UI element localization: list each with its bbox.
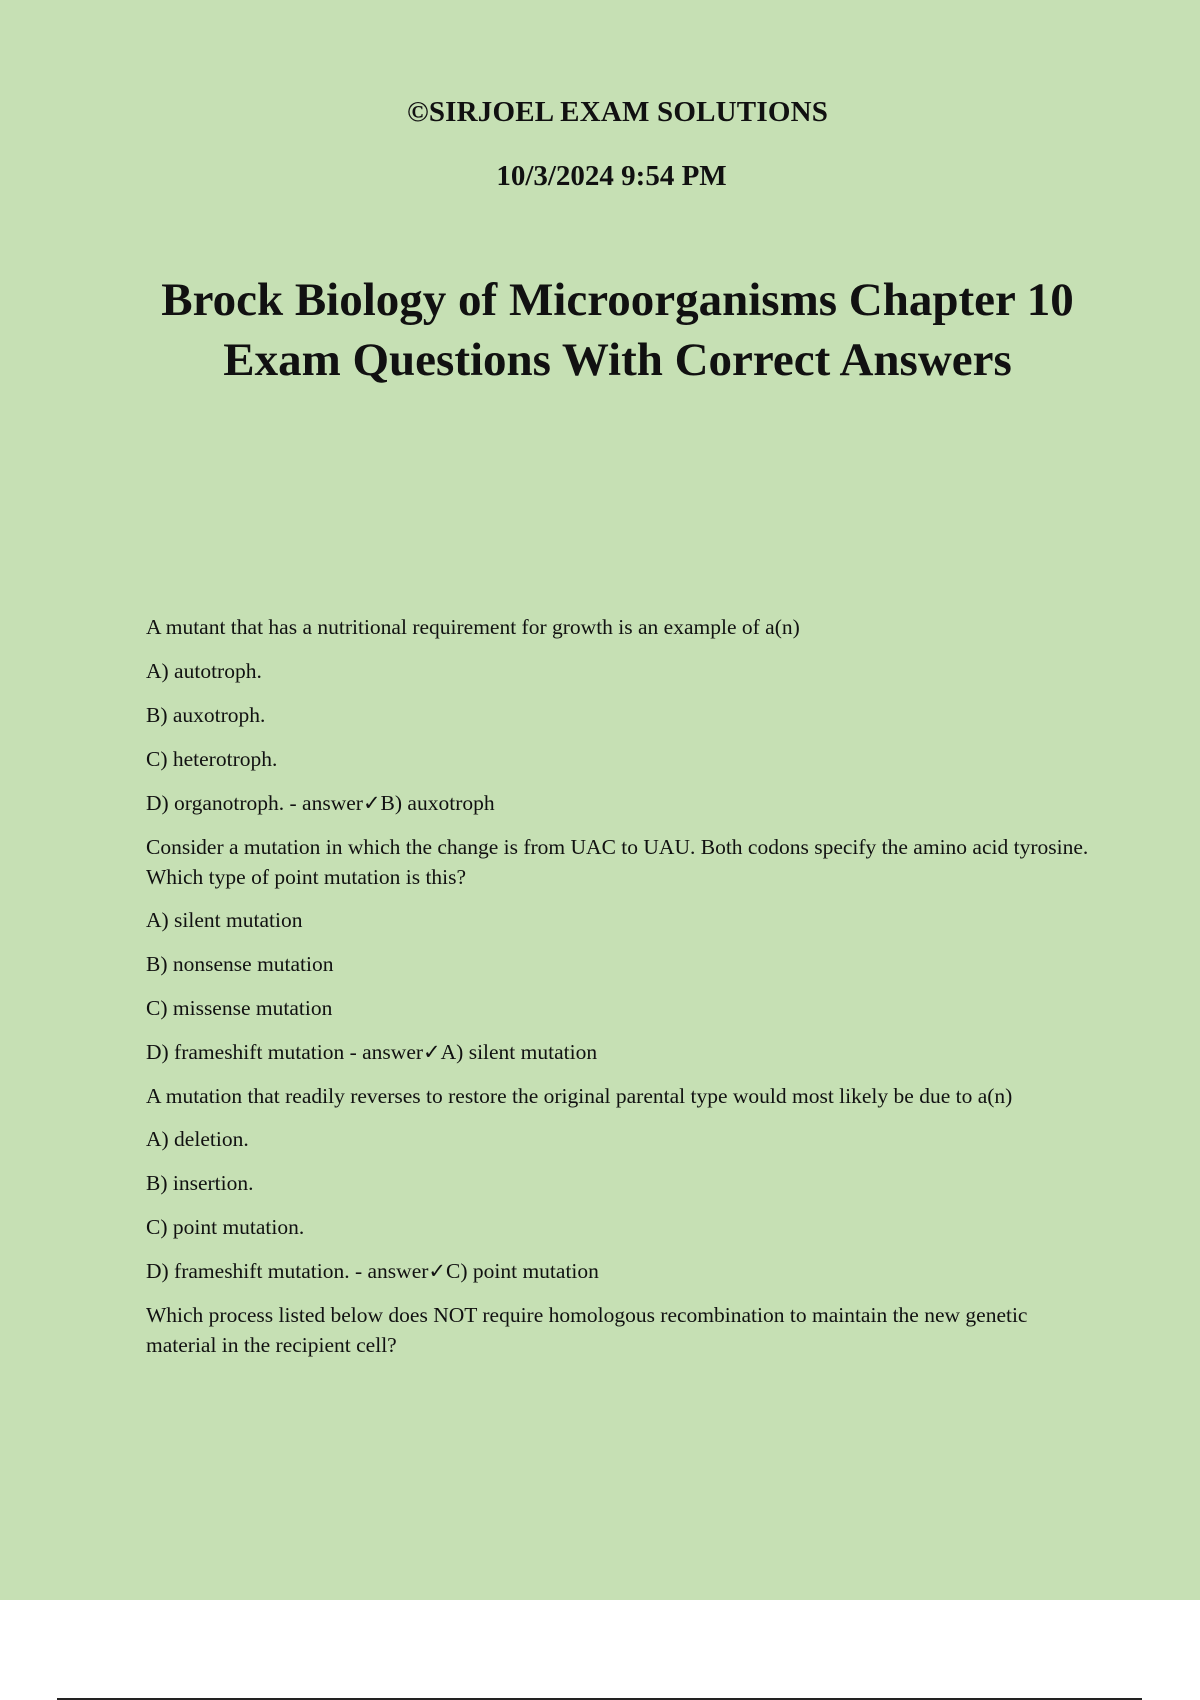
correct-answer: A) silent mutation (440, 1040, 598, 1064)
header-datetime: 10/3/2024 9:54 PM (496, 160, 727, 192)
checkmark-icon: ✓ (428, 1259, 447, 1283)
answer-option: A) silent mutation (146, 908, 303, 932)
question-list (146, 612, 1090, 1373)
checkmark-icon: ✓ (423, 1040, 441, 1064)
answer-option: D) organotroph. - answer (146, 791, 363, 815)
answer-option: C) missense mutation (146, 996, 333, 1020)
answer-option: C) point mutation. (146, 1215, 305, 1239)
title-line-2: Exam Questions With Correct Answers (223, 334, 1012, 386)
answer-line (146, 1037, 1090, 1067)
document-title (100, 270, 1135, 390)
question-prompt: A mutation that readily reverses to restore the original parental type would most likely be due to a(n) (146, 1084, 1013, 1108)
header-brand: ©SIRJOEL EXAM SOLUTIONS (406, 96, 829, 128)
title-line-1: Brock Biology of Microorganisms Chapter 10 (161, 274, 1074, 326)
answer-option: C) heterotroph. (146, 747, 278, 771)
correct-answer: C) point mutation (446, 1259, 599, 1283)
question-prompt: Consider a mutation in which the change is from UAC to UAU. Both codons specify the amino acid tyrosine. Which type of point mutation is this? (146, 835, 1089, 889)
correct-answer: B) auxotroph (380, 791, 495, 815)
answer-option: B) auxotroph. (146, 703, 266, 727)
answer-line (146, 1256, 1090, 1286)
answer-option: A) deletion. (146, 1127, 249, 1151)
answer-option: B) insertion. (146, 1171, 254, 1195)
checkmark-icon: ✓ (362, 791, 381, 815)
answer-option: D) frameshift mutation - answer (146, 1040, 424, 1064)
answer-option: A) autotroph. (146, 659, 262, 683)
answer-line (146, 788, 1090, 818)
answer-option: B) nonsense mutation (146, 952, 334, 976)
question-prompt: A mutant that has a nutritional requirement for growth is an example of a(n) (146, 615, 800, 639)
answer-option: D) frameshift mutation. - answer (146, 1259, 429, 1283)
question-prompt: Which process listed below does NOT require homologous recombination to maintain the new genetic material in the recipient cell? (146, 1303, 1028, 1357)
